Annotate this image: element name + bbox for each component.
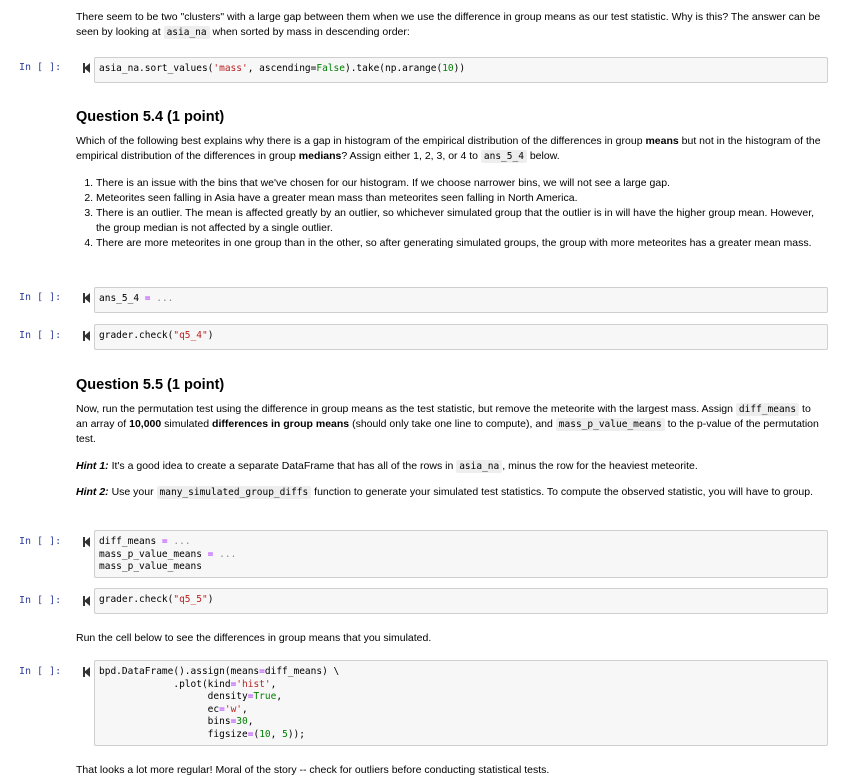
- option-2: 2. Meteorites seen falling in Asia have a greater mean mass than meteorites seen falling in North America.: [96, 191, 821, 206]
- run-cell-icon[interactable]: [82, 595, 91, 606]
- intro-text: There seem to be two "clusters" with a large gap between them when we use the difference in group means as our test statistic. Why is this? The answer can be seen by looking at asia_na when sorted by mass in descending order:: [76, 11, 821, 38]
- hint-1: Hint 1: It's a good idea to create a separate DataFrame that has all of the rows in asia_na , minus the row for the heaviest meteorite.: [76, 460, 698, 472]
- question-5-5-title: Question 5.5 (1 point): [76, 377, 225, 393]
- option-4: 4. There are more meteorites in one group than in the other, so after generating simulated groups, the group with more meteorites has a greater mean mass.: [96, 236, 821, 251]
- cell-prompt: In [ ]:: [19, 292, 62, 303]
- run-cell-icon[interactable]: [82, 330, 91, 341]
- option-3: 3. There is an outlier. The mean is affected greatly by an outlier, so whichever simulated group that the outlier is in will have the higher group mean. However, the group median is not affected by a single outlier.: [96, 206, 821, 236]
- hint-2: Hint 2: Use your many_simulated_group_diffs function to generate your simulated test statistics. To compute the observed statistic, you will have to group.: [76, 486, 813, 498]
- code-cell-diff-means[interactable]: diff_means = ... mass_p_value_means = ... mass_p_value_means: [94, 530, 828, 578]
- code-cell-grader-q5-4[interactable]: grader.check("q5_4"): [94, 324, 828, 350]
- final-text: That looks a lot more regular! Moral of the story -- check for outliers before conducting statistical tests.: [76, 764, 550, 776]
- cell-prompt: In [ ]:: [19, 666, 62, 677]
- run-cell-instruction: Run the cell below to see the differences in group means that you simulated.: [76, 632, 432, 644]
- run-cell-icon[interactable]: [82, 292, 91, 303]
- code-cell-plot-histogram[interactable]: bpd.DataFrame().assign(means=diff_means) \ .plot(kind='hist', density=True, ec='w', bins=30, figsize=(10, 5));: [94, 660, 828, 746]
- code-cell-ans-5-4[interactable]: ans_5_4 = ...: [94, 287, 828, 313]
- question-5-4-title: Question 5.4 (1 point): [76, 109, 225, 125]
- code-cell-sort-values[interactable]: asia_na.sort_values('mass', ascending=False).take(np.arange(10)): [94, 57, 828, 83]
- run-cell-icon[interactable]: [82, 536, 91, 547]
- cell-prompt: In [ ]:: [19, 595, 62, 606]
- code-cell-grader-q5-5[interactable]: grader.check("q5_5"): [94, 588, 828, 614]
- question-5-4-text: Which of the following best explains why there is a gap in histogram of the empirical distribution of the differences in group means but not in the histogram of the empirical distribution of the differences in group medians? Assign either 1, 2, 3, or 4 to ans_5_4 below.: [76, 135, 821, 162]
- cell-prompt: In [ ]:: [19, 330, 62, 341]
- run-cell-icon[interactable]: [82, 62, 91, 73]
- option-1: 1. There is an issue with the bins that we've chosen for our histogram. If we choose narrower bins, we will not see a large gap.: [96, 176, 821, 191]
- options-list: [76, 176, 821, 251]
- inline-code: asia_na: [164, 26, 210, 39]
- cell-prompt: In [ ]:: [19, 62, 62, 73]
- run-cell-icon[interactable]: [82, 666, 91, 677]
- question-5-5-text: Now, run the permutation test using the difference in group means as the test statistic, but remove the meteorite with the largest mass. Assign diff_means to an array of 10,000 simulated differences in group means (should only take one line to compute), and mass_p_value_means to the p-value of the permutation test.: [76, 403, 819, 445]
- cell-prompt: In [ ]:: [19, 536, 62, 547]
